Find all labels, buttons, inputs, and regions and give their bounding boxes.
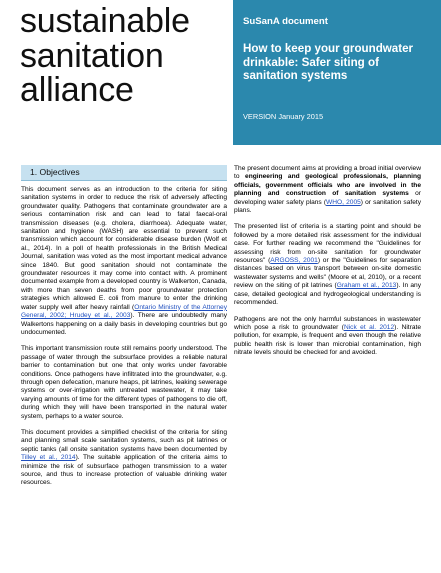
section-heading xyxy=(21,165,227,181)
title-box xyxy=(233,0,441,145)
paragraph xyxy=(21,429,227,488)
citation-link[interactable]: ARGOSS, 2001 xyxy=(270,257,318,265)
text-run: ) or sanitation safety plans. xyxy=(234,198,422,215)
text-run: The present document aims at providing a broad initial overview to xyxy=(234,165,421,181)
paragraph xyxy=(234,165,421,215)
paragraph xyxy=(234,223,421,307)
citation-link[interactable]: Ontario Ministry of the Attorney General, 2002; Hrudey et al., 2003 xyxy=(21,303,227,320)
text-run: ) or the "Guidelines for separation distances based on virus transport between on-site domestic wastewater systems and wells" (Moore et al, 2010), or a recent review on the siting of pit latrines ( xyxy=(234,257,422,290)
paragraph xyxy=(234,316,421,358)
logo-line: alliance xyxy=(20,71,134,109)
text-run: This document serves as an introduction to the criteria for siting sanitation systems in order to reduce the risk of adversely affecting groundwater quality. Pathogens that contaminate groundwater are a serious contamination risk and can lead to fatal faecal-oral transmission diseases (e.g. cholera, diarrhoea). Adequate water, sanitation and hygiene (WASH) are essential to prevent such transmission which account for considerable disease burden (Wolf et al., 2014). In a poll of health professionals in the British Medical Journal, sanitation was voted as the most important medical advance since 1840. But good sanitation should not contaminate the groundwater resources it may come into contact with. A prominent documented example from a developed country is Walkerton, Canada, with more than seven deaths from poor groundwater protection strategies which allowed E. coli from manure to enter the drinking water supply well after heavy rainfall ( xyxy=(21,186,227,311)
document-type: SuSanA document xyxy=(243,16,328,27)
text-run: This document provides a simplified checklist of the criteria for siting and planning small scale sanitation systems, such as pit latrines or septic tanks (all onsite sanitation systems have been documented by xyxy=(21,428,227,453)
citation-link[interactable]: Tilley et al., 2014 xyxy=(21,454,76,462)
document-title: How to keep your groundwater drinkable: Safer siting of sanitation systems xyxy=(243,42,414,82)
citation-link[interactable]: WHO, 2005 xyxy=(326,198,361,206)
text-run: ). The suitable application of the criteria aims to minimize the risk of subsurface pathogen transmission to a water source, and thus to increase protection of valuable drinking water resources. xyxy=(21,454,227,487)
paragraph: This important transmission route still remains poorly understood. The passage of water through the subsurface provides a reliable natural barrier to contamination but one that only works under favorable conditions. Once pathogens have infiltrated into the groundwater, e.g. through open defecation, manure heaps, pit latrines, leaking sewerage systems or over-irrigation with untreated wastewater, it may take varying amounts of time for the different types of pathogens to die off, during which they will have been transported in the natural water system, perhaps to a water source. xyxy=(21,345,227,420)
text-run: The presented list of criteria is a starting point and should be followed by a more detailed risk assessment for the individual case. For further reading we recommend the "Guidelines for assessing risk from on-site sanitation for groundwater resources" ( xyxy=(234,223,421,265)
citation-link[interactable]: Graham et al., 2013 xyxy=(336,282,397,290)
susana-logo xyxy=(20,4,225,108)
bold-text: engineering and geological professionals, planning officials, government officials who are involved in the planning and construction of sanitation systems xyxy=(234,173,421,198)
text-run: Pathogens are not the only harmful substances in wastewater which pose a risk to groundwater ( xyxy=(234,315,421,331)
text-run: ). Nitrate pollution, for example, is frequent and even though the relative public health risk is lower than microbial contamination, high nitrate levels should be checked for and avoided. xyxy=(234,323,422,357)
left-column xyxy=(21,186,227,496)
text-run: ). There are undoubtedly many Walkertons happening on a daily basis in developing countries but go undocumented. xyxy=(21,312,228,336)
document-version: VERSION January 2015 xyxy=(243,112,324,121)
right-column xyxy=(234,165,421,366)
text-run: or developing water safety plans ( xyxy=(234,190,421,206)
logo-line: sanitation xyxy=(20,36,164,75)
section-title: 1. Objectives xyxy=(30,167,80,177)
paragraph xyxy=(21,186,227,337)
logo-line: sustainable xyxy=(20,2,190,40)
citation-link[interactable]: Nick et al. 2012 xyxy=(343,323,395,331)
text-run: ). In any case, detailed geological and hydrogeological understanding is recommended. xyxy=(234,282,422,307)
